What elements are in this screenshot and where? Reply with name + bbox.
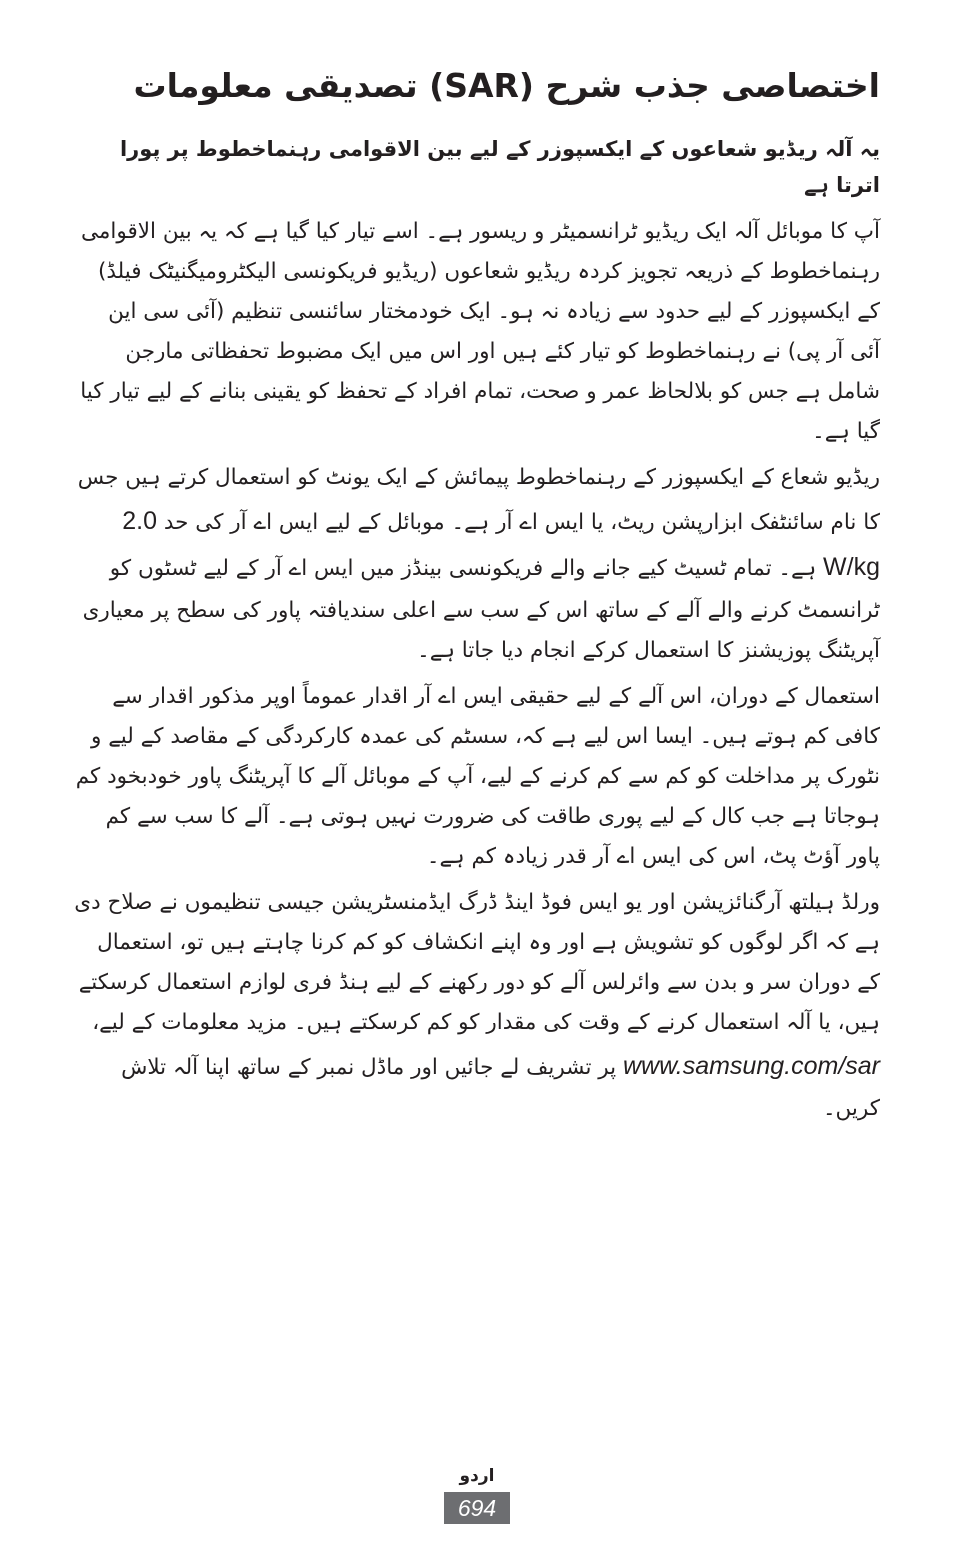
page-footer	[0, 1466, 954, 1524]
paragraph-intro-text: آپ کا موبائل آلہ ایک ریڈیو ٹرانسمیٹر و ریسور ہے۔ اسے تیار کیا گیا ہے کہ یہ بین الاقوامی رہنماخطوط کے ذریعہ تجویز کردہ ریڈیو شعاعوں (ریڈیو فریکونسی الیکٹرومیگنیٹک فیلڈ) کے ایکسپوزر کے لیے حدود سے زیادہ نہ ہو۔ ایک خودمختار سائنسی تنظیم (آئی سی این آئی آر پی) نے رہنماخطوط کو تیار کئے ہیں اور اس میں ایک مضبوط تحفظاتی مارجن شامل ہے جس کو بلالحاظ عمر و صحت، تمام افراد کے تحفظ کو یقینی بنانے کے لیے تیار کیا گیا ہے۔	[80, 219, 880, 444]
paragraph-recommendation-before: ورلڈ ہیلتھ آرگنائزیشن اور یو ایس فوڈ اینڈ ڈرگ ایڈمنسٹریشن جیسی تنظیموں نے صلاح دی ہے کہ اگر لوگوں کو تشویش ہے اور وہ اپنے انکشاف کو کم کرنا چاہتے ہیں تو، استعمال کے دوران سر و بدن سے وائرلس آلے کو دور رکھنے کے لیے ہنڈ فری لوازم استعمال کرسکتے ہیں، یا آلہ استعمال کرنے کے وقت کی مقدار کو کم کرسکتے ہیں۔ مزید معلومات کے لیے،	[74, 889, 880, 1035]
paragraph-actual-sar-text: استعمال کے دوران، اس آلے کے لیے حقیقی ایس اے آر اقدار عموماً اوپر مذکور اقدار سے کافی کم ہوتے ہیں۔ ایسا اس لیے ہے کہ، سسٹم کی عمدہ کارکردگی کے مقاصد کے لیے و نٹورک پر مداخلت کو کم سے کم کرنے کے لیے، آپ کے موبائل آلے کا آپریٹنگ پاور خودبخود کم ہوجاتا ہے جب کال کے لیے پوری طاقت کی ضرورت نہیں ہوتی ہے۔ آلے کا سب سے کم پاور آؤٹ پٹ، اس کی ایس اے آر قدر زیادہ کم ہے۔	[75, 683, 880, 869]
footer-language: اردو	[459, 1466, 495, 1486]
paragraph-sar-limit	[74, 458, 880, 671]
paragraph-recommendation	[74, 883, 880, 1129]
page-title: اختصاصی جذب شرح (SAR) تصدیقی معلومات	[133, 66, 880, 105]
sar-page	[74, 64, 880, 1135]
page-number-badge: 694	[444, 1492, 510, 1524]
section-subtitle: یہ آلہ ریڈیو شعاعوں کے ایکسپوزر کے لیے بین الاقوامی رہنماخطوط پر پورا اترتا ہے	[119, 136, 880, 198]
sar-limit-value: 2.0 W/kg	[122, 506, 880, 582]
samsung-sar-link[interactable]: www.samsung.com/sar	[622, 1051, 880, 1080]
paragraph-sar-limit-before: ریڈیو شعاع کے ایکسپوزر کے رہنماخطوط پیمائش کے ایک یونٹ کو استعمال کرتے ہیں جس کا نام سائنٹفک ابزارپشن ریٹ، یا ایس اے آر ہے۔ موبائل کے لیے ایس اے آر کی حد	[77, 464, 880, 535]
paragraph-actual-sar	[74, 677, 880, 877]
paragraph-sar-limit-after: ہے۔ تمام ٹسیٹ کیے جانے والے فریکونسی بینڈز میں ایس اے آر کے لیے ٹسٹوں کو ٹرانسمٹ کرنے والے آلے کے ساتھ اس کے سب سے اعلی سندیافتہ پاور کی سطح پر معیاری آپریٹنگ پوزیشنز کا استعمال کرکے انجام دیا جاتا ہے۔	[82, 556, 880, 663]
paragraph-intro	[74, 212, 880, 452]
paragraph-recommendation-after: پر تشریف لے جائیں اور ماڈل نمبر کے ساتھ اپنا آلہ تلاش کریں۔	[121, 1054, 880, 1122]
